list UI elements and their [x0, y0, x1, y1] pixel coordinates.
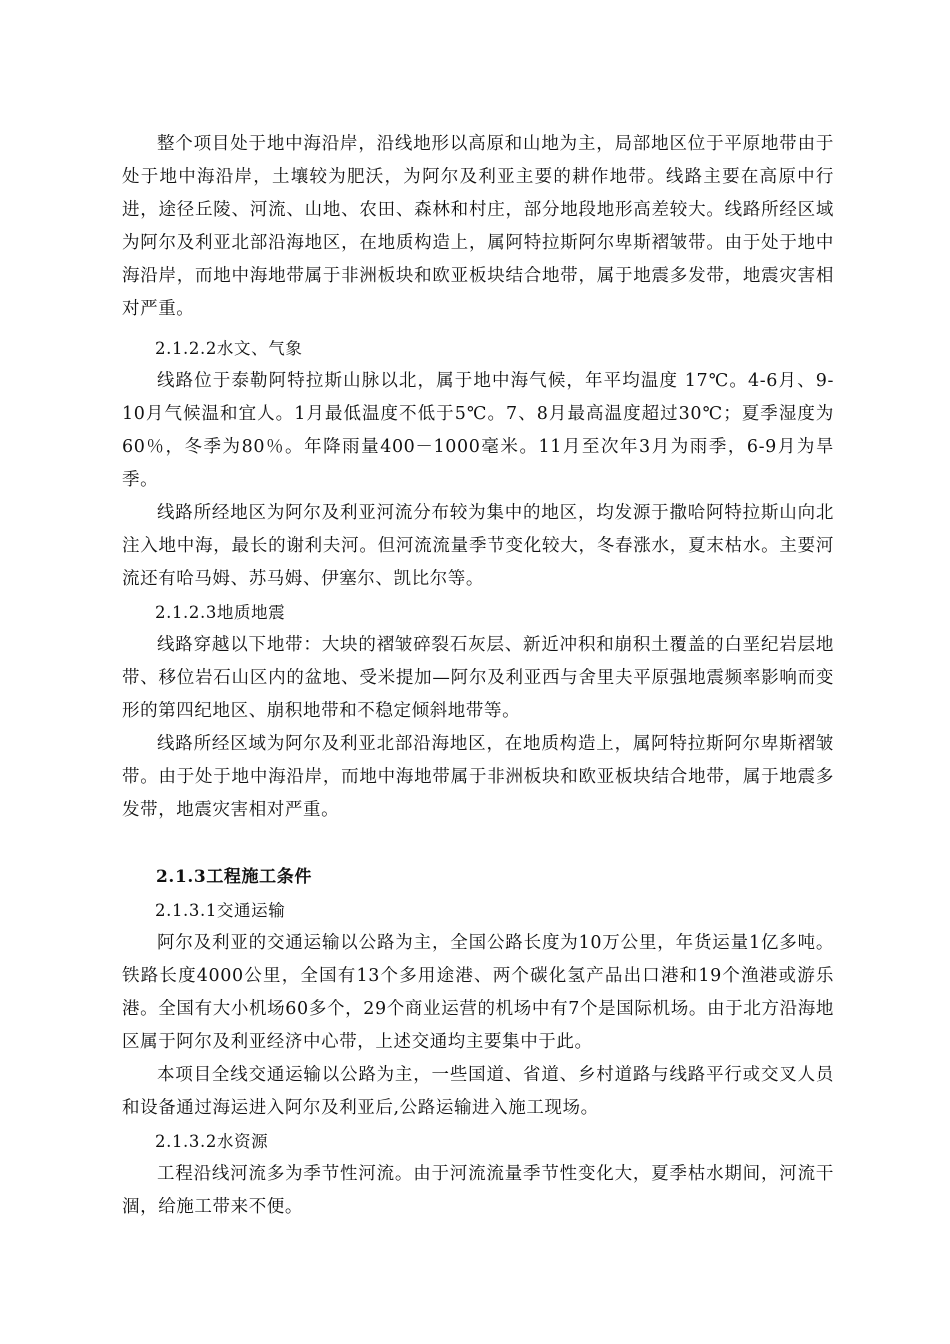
paragraph-geology-zones: 线路穿越以下地带：大块的褶皱碎裂石灰层、新近冲积和崩积土覆盖的白垩纪岩层地带、移位岩石山区内的盆地、受米提加—阿尔及利亚西与舍里夫平原强地震频率影响而变形的第四纪地区、崩积地带和不稳定倾斜地带等。 [122, 635, 834, 721]
section-heading-transport: 2.1.3.1交通运输 [155, 901, 286, 920]
paragraph-climate: 线路位于泰勒阿特拉斯山脉以北，属于地中海气候，年平均温度 17℃。4-6月、9-10月气候温和宜人。1月最低温度不低于5℃。7、8月最高温度超过30℃；夏季湿度为60％，冬季为80％。年降雨量400－1000毫米。11月至次年3月为雨季，6-9月为旱季。 [122, 371, 834, 490]
section-heading-geology: 2.1.2.3地质地震 [155, 603, 286, 622]
paragraph-seismic: 线路所经区域为阿尔及利亚北部沿海地区，在地质构造上，属阿特拉斯阿尔卑斯褶皱带。由于处于地中海沿岸，而地中海地带属于非洲板块和欧亚板块结合地带，属于地震多发带，地震灾害相对严重。 [122, 734, 834, 820]
paragraph-rivers: 线路所经地区为阿尔及利亚河流分布较为集中的地区，均发源于撒哈阿特拉斯山向北注入地中海，最长的谢利夫河。但河流流量季节变化较大，冬春涨水，夏末枯水。主要河流还有哈马姆、苏马姆、伊塞尔、凯比尔等。 [122, 503, 834, 589]
paragraph-water-resources: 工程沿线河流多为季节性河流。由于河流流量季节性变化大，夏季枯水期间，河流干涸，给施工带来不便。 [122, 1164, 834, 1217]
spacer [122, 827, 834, 861]
section-heading-water-resources: 2.1.3.2水资源 [155, 1132, 269, 1151]
section-heading-construction-conditions: 2.1.3工程施工条件 [156, 867, 312, 887]
paragraph-transport-national: 阿尔及利亚的交通运输以公路为主，全国公路长度为10万公里，年货运量1亿多吨。铁路长度4000公里，全国有13个多用途港、两个碳化氢产品出口港和19个渔港或游乐港。全国有大小机场60多个，29个商业运营的机场中有7个是国际机场。由于北方沿海地区属于阿尔及利亚经济中心带，上述交通均主要集中于此。 [122, 933, 834, 1052]
document-body [122, 128, 834, 1224]
paragraph-terrain: 整个项目处于地中海沿岸，沿线地形以高原和山地为主，局部地区位于平原地带由于处于地中海沿岸，土壤较为肥沃，为阿尔及利亚主要的耕作地带。线路主要在高原中行进，途径丘陵、河流、山地、农田、森林和村庄，部分地段地形高差较大。线路所经区域为阿尔及利亚北部沿海地区，在地质构造上，属阿特拉斯阿尔卑斯褶皱带。由于处于地中海沿岸，而地中海地带属于非洲板块和欧亚板块结合地带，属于地震多发带，地震灾害相对严重。 [122, 134, 834, 319]
paragraph-transport-project: 本项目全线交通运输以公路为主，一些国道、省道、乡村道路与线路平行或交叉人员和设备通过海运进入阿尔及利亚后,公路运输进入施工现场。 [122, 1065, 834, 1118]
section-heading-hydrology: 2.1.2.2水文、气象 [155, 339, 303, 358]
